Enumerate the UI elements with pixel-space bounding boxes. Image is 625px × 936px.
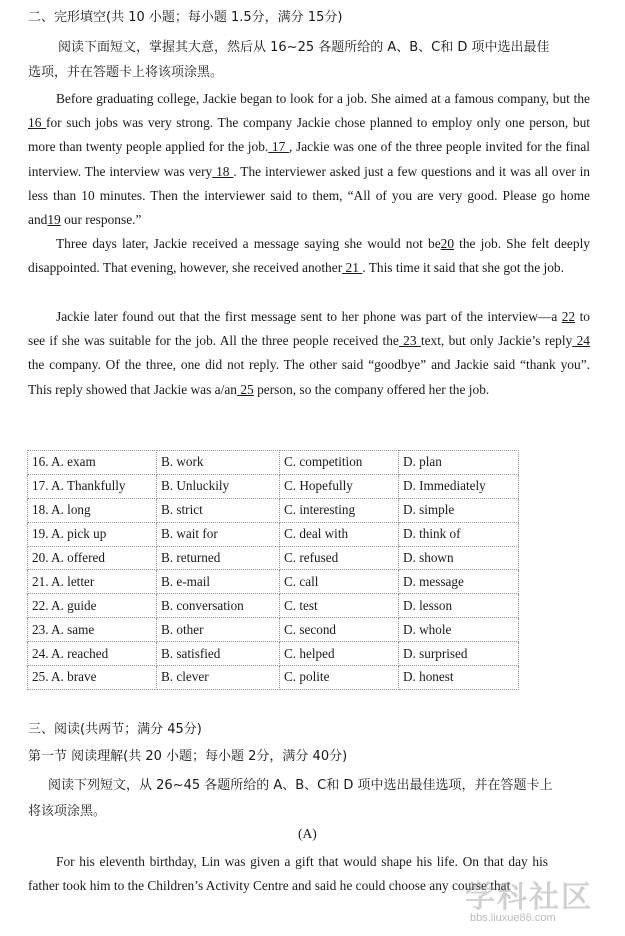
passage-label: (A): [298, 826, 317, 841]
option-cell: 18. A. long: [28, 498, 157, 522]
watermark-url: bbs.liuxue86.com: [470, 912, 556, 924]
option-cell: 17. A. Thankfully: [28, 474, 157, 498]
option-cell: B. clever: [157, 666, 280, 690]
blank-16: 16: [28, 115, 47, 131]
option-row: [28, 666, 519, 690]
option-row: [28, 594, 519, 618]
option-cell: B. e-mail: [157, 570, 280, 594]
option-cell: 23. A. same: [28, 618, 157, 642]
option-row: [28, 642, 519, 666]
option-cell: 21. A. letter: [28, 570, 157, 594]
option-cell: 25. A. brave: [28, 666, 157, 690]
blank-17: 17: [268, 139, 289, 155]
section-2-instruction-line2: 选项，并在答题卡上将该项涂黑。: [28, 65, 224, 80]
option-row: [28, 618, 519, 642]
passage-paragraph-1: Before graduating college, Jackie began to look for a job. She aimed at a famous company, but the 16 for such jobs was very strong. The company Jackie chose planned to employ only one person, but more than twenty people applied for the job. 17 , Jackie was one of the three people invited for the final interview. The interview was very 18 . The interviewer asked just a few questions and it was all over in less than 10 minutes. Then the interviewer said to them, “All of you are very good. Please go home and19 our response.”: [28, 91, 590, 228]
option-cell: D. honest: [399, 666, 519, 690]
option-row: [28, 498, 519, 522]
section-2-instruction-line1: 阅读下面短文，掌握其大意，然后从 16~25 各题所给的 A、B、C和 D 项中选出最佳: [58, 40, 550, 55]
passage-paragraph-2: Three days later, Jackie received a message saying she would not be20 the job. She felt deeply disappointed. That evening, however, she received another 21 . This time it said that she got the job.: [28, 236, 590, 276]
option-cell: D. whole: [399, 618, 519, 642]
options-table: [27, 450, 519, 690]
option-cell: C. helped: [280, 642, 399, 666]
blank-20: 20: [440, 236, 455, 251]
option-cell: C. call: [280, 570, 399, 594]
blank-25: 25: [236, 381, 254, 397]
option-cell: 22. A. guide: [28, 594, 157, 618]
option-row: [28, 522, 519, 546]
option-cell: B. strict: [157, 498, 280, 522]
passage-a-paragraph-1: For his eleventh birthday, Lin was given a gift that would shape his life. On that day his father took him to the Children’s Activity Centre and said he could choose any course that: [28, 854, 548, 894]
option-cell: B. other: [157, 618, 280, 642]
blank-24: 24: [572, 333, 590, 349]
option-cell: C. Hopefully: [280, 474, 399, 498]
option-cell: C. polite: [280, 666, 399, 690]
option-cell: 20. A. offered: [28, 546, 157, 570]
option-cell: B. conversation: [157, 594, 280, 618]
option-cell: D. simple: [399, 498, 519, 522]
section-3-instruction-line2: 将该项涂黑。: [28, 804, 107, 819]
option-cell: B. Unluckily: [157, 474, 280, 498]
option-cell: B. returned: [157, 546, 280, 570]
section-2-heading: 二、完形填空(共 10 小题；每小题 1.5分，满分 15分): [28, 10, 343, 25]
option-row: [28, 570, 519, 594]
option-cell: C. competition: [280, 451, 399, 475]
blank-19: 19: [47, 212, 61, 228]
option-row: [28, 451, 519, 475]
option-cell: C. test: [280, 594, 399, 618]
option-cell: D. Immediately: [399, 474, 519, 498]
option-cell: D. lesson: [399, 594, 519, 618]
watermark-logo: 学科社区: [465, 880, 593, 915]
option-cell: D. shown: [399, 546, 519, 570]
option-cell: B. work: [157, 451, 280, 475]
option-row: [28, 474, 519, 498]
blank-21: 21: [342, 260, 363, 276]
section-3-heading: 三、阅读(共两节；满分 45分): [28, 722, 202, 737]
blank-18: 18: [212, 163, 234, 179]
option-cell: D. message: [399, 570, 519, 594]
passage-paragraph-3: Jackie later found out that the first message sent to her phone was part of the interview—a 22 to see if she was suitable for the job. All the three people received the 23 text, but only Jackie’s reply 24 the company. Of the three, one did not reply. The other said “goodbye” and Jackie said “thank you”. This reply showed that Jackie was a/an 25 person, so the company offered her the job.: [28, 309, 591, 397]
option-cell: B. wait for: [157, 522, 280, 546]
option-cell: C. refused: [280, 546, 399, 570]
option-cell: 19. A. pick up: [28, 522, 157, 546]
option-cell: D. think of: [399, 522, 519, 546]
option-cell: D. plan: [399, 451, 519, 475]
option-cell: 24. A. reached: [28, 642, 157, 666]
section-3-instruction-line1: 阅读下列短文，从 26~45 各题所给的 A、B、C和 D 项中选出最佳选项，并在答题卡上: [48, 778, 553, 793]
option-row: [28, 546, 519, 570]
blank-23: 23: [398, 333, 421, 349]
option-cell: D. surprised: [399, 642, 519, 666]
option-cell: 16. A. exam: [28, 451, 157, 475]
option-cell: C. deal with: [280, 522, 399, 546]
option-cell: C. interesting: [280, 498, 399, 522]
blank-22: 22: [561, 309, 576, 324]
option-cell: C. second: [280, 618, 399, 642]
option-cell: B. satisfied: [157, 642, 280, 666]
section-3-subheading: 第一节 阅读理解(共 20 小题；每小题 2分，满分 40分): [28, 749, 348, 764]
